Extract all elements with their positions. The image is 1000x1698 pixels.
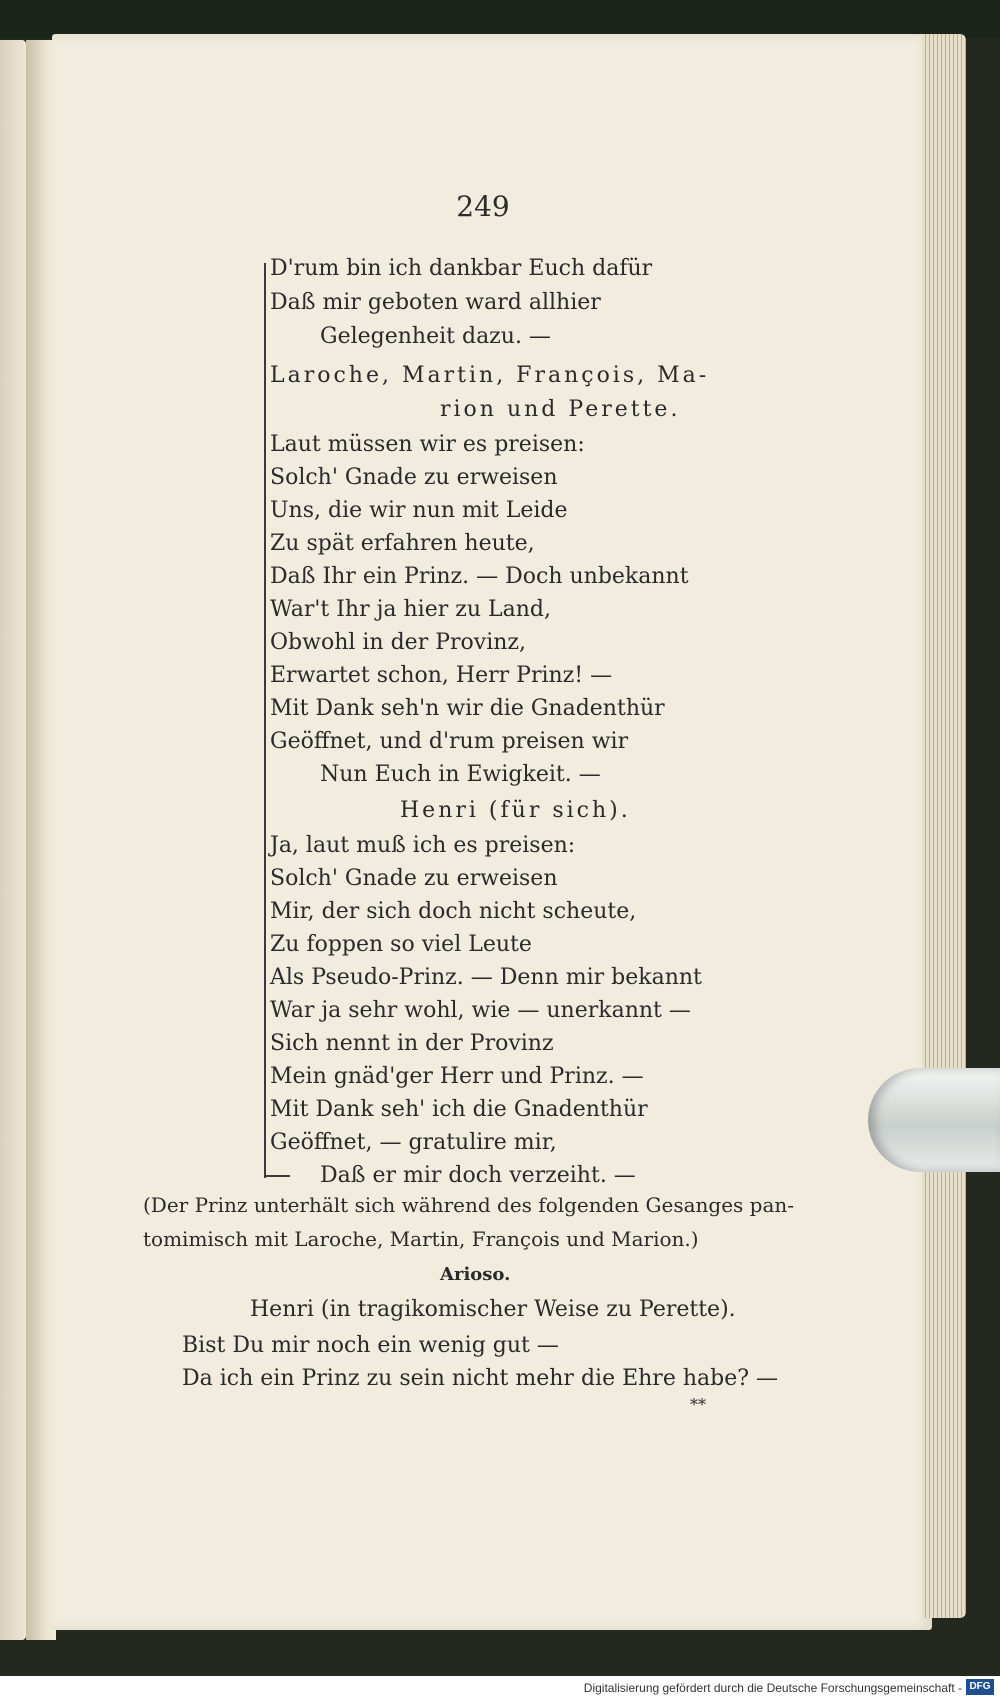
verse-bracket-end [264, 1175, 290, 1177]
verse-line: Daß er mir doch verzeiht. — [320, 1163, 636, 1188]
verse-line: Bist Du mir noch ein wenig gut — [182, 1333, 559, 1358]
verse-line: Daß Ihr ein Prinz. — Doch unbekannt [270, 564, 689, 589]
dfg-logo: DFG [966, 1679, 994, 1695]
verse-line: Gelegenheit dazu. — [320, 324, 551, 349]
verse-line: Da ich ein Prinz zu sein nicht mehr die Ehre habe? — [182, 1366, 779, 1391]
verse-line: Sich nennt in der Provinz [270, 1031, 554, 1056]
verse-line: Geöffnet, und d'rum preisen wir [270, 729, 629, 754]
verse-line: Solch' Gnade zu erweisen [270, 465, 558, 490]
signature-mark: ** [690, 1395, 706, 1414]
verse-line: Obwohl in der Provinz, [270, 630, 526, 655]
speaker-heading: Henri (in tragikomischer Weise zu Perette). [250, 1297, 736, 1322]
verse-line: Zu foppen so viel Leute [270, 932, 532, 957]
verse-line: Mir, der sich doch nicht scheute, [270, 899, 637, 924]
digitization-footer [0, 1676, 1000, 1698]
verse-line: Mit Dank seh' ich die Gnadenthür [270, 1097, 648, 1122]
section-title: Arioso. [440, 1264, 511, 1285]
speaker-heading-cont: rion und Perette. [440, 397, 681, 422]
stage-direction: (Der Prinz unterhält sich während des folgenden Gesanges pan- [143, 1193, 795, 1217]
verse-line: Uns, die wir nun mit Leide [270, 498, 568, 523]
stage-direction-cont: tomimisch mit Laroche, Martin, François und Marion.) [143, 1227, 699, 1251]
page-clip [868, 1068, 1000, 1172]
verse-line: Erwartet schon, Herr Prinz! — [270, 663, 613, 688]
left-page-edge [0, 40, 26, 1640]
verse-line: War ja sehr wohl, wie — unerkannt — [270, 998, 691, 1023]
verse-bracket-line [264, 263, 266, 1178]
verse-line: Mein gnäd'ger Herr und Prinz. — [270, 1064, 644, 1089]
footer-credit: Digitalisierung gefördert durch die Deutsche Forschungsgemeinschaft - [583, 1681, 962, 1695]
speaker-heading: Henri (für sich). [400, 798, 631, 823]
verse-line: Zu spät erfahren heute, [270, 531, 535, 556]
verse-line: Daß mir geboten ward allhier [270, 290, 601, 315]
verse-line: Solch' Gnade zu erweisen [270, 866, 558, 891]
verse-line: Geöffnet, — gratulire mir, [270, 1130, 557, 1155]
page-stack-edges [922, 34, 966, 1618]
speaker-heading: Laroche, Martin, François, Ma- [270, 363, 710, 388]
scan-background-top [0, 0, 1000, 38]
verse-line: Laut müssen wir es preisen: [270, 432, 585, 457]
page-number: 249 [456, 190, 510, 223]
verse-line: War't Ihr ja hier zu Land, [270, 597, 551, 622]
verse-line: D'rum bin ich dankbar Euch dafür [270, 256, 653, 281]
verse-line: Mit Dank seh'n wir die Gnadenthür [270, 696, 665, 721]
verse-line: Als Pseudo-Prinz. — Denn mir bekannt [270, 965, 702, 990]
verse-line: Ja, laut muß ich es preisen: [270, 833, 576, 858]
verse-line: Nun Euch in Ewigkeit. — [320, 762, 601, 787]
